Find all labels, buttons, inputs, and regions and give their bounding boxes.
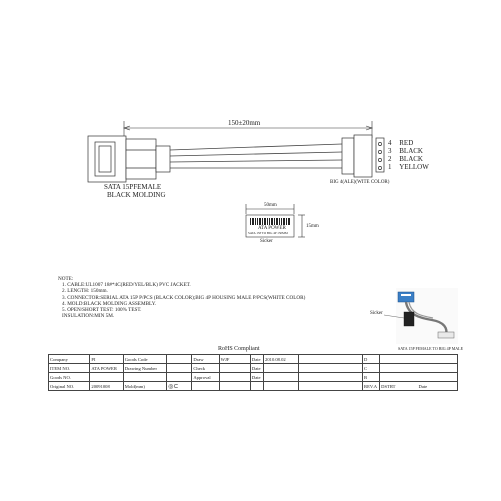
pin-number: 4 xyxy=(388,139,392,147)
item-sub: Drawing Number xyxy=(123,364,166,373)
big4-connector-label: BIG 4(ALE)(WITE COLOR) xyxy=(330,180,390,185)
goods-label: Goods NO. xyxy=(49,373,90,382)
empty-cell xyxy=(299,364,363,373)
footer-rev: REV.A xyxy=(363,382,380,391)
notes-block xyxy=(58,276,305,319)
empty-cell xyxy=(219,373,250,382)
note-item: 2. LENGTH: 150mm. xyxy=(62,288,108,295)
pin-color: BLACK xyxy=(399,147,423,155)
approval-label: Approval xyxy=(192,373,219,382)
approval-date-label: Date xyxy=(250,373,263,382)
empty-cell xyxy=(380,355,458,364)
empty-cell xyxy=(299,373,363,382)
empty-cell xyxy=(123,373,166,382)
empty-cell xyxy=(264,364,299,373)
empty-cell xyxy=(380,364,458,373)
footer-cell xyxy=(380,382,458,391)
title-block xyxy=(48,354,458,391)
sata-15p-female-connector xyxy=(88,136,170,182)
rev-letter: B xyxy=(363,373,380,382)
check-label: Check xyxy=(192,364,219,373)
pin-color: YELLOW xyxy=(399,163,429,171)
table-row xyxy=(49,382,458,391)
photo-caption: SATA 15P FEMALE TO BIG 4P MALE xyxy=(398,346,464,351)
item-value: ATA POWER xyxy=(90,364,123,373)
cable-wires xyxy=(170,144,342,168)
rohs-label: RoHS Compliant xyxy=(218,346,260,352)
original-value: 20091008 xyxy=(90,382,123,391)
notes-heading: NOTE: xyxy=(58,276,74,282)
empty-cell xyxy=(264,373,299,382)
sticker-height-label: 15mm xyxy=(306,224,319,229)
projection-symbol-icon: ◎⊂ xyxy=(167,382,192,391)
note-item: 3. CONNECTOR:SERIAL ATA 15P P/PCS (BLACK COLOR);BIG 4P HOUSING MALE P/PCS(WHITE COLOR) xyxy=(62,294,306,301)
original-label: Original NO. xyxy=(49,382,90,391)
pin-row xyxy=(388,164,429,172)
empty-cell xyxy=(264,382,299,391)
footer-date: Date xyxy=(418,383,428,389)
empty-cell xyxy=(219,382,250,391)
draw-date-label: Date xyxy=(250,355,263,364)
pin-color: RED xyxy=(399,139,414,147)
cable-photo xyxy=(384,288,458,344)
item-label: ITEM NO. xyxy=(49,364,90,373)
table-row xyxy=(49,355,458,364)
sticker-text-2: SATA 15P TO BIG 4P 150MM xyxy=(248,231,288,235)
original-extra: Mold(mm) xyxy=(123,382,166,391)
photo-sticker-callout: Sicker xyxy=(370,311,383,316)
check-date-label: Date xyxy=(250,364,263,373)
overall-length-label: 150±20mm xyxy=(228,119,261,127)
draw-date: 2010.08.02 xyxy=(264,355,299,364)
draw-label: Draw xyxy=(192,355,219,364)
empty-cell xyxy=(299,355,363,364)
big-4p-male-connector xyxy=(342,135,384,177)
note-item: 1. CABLE:UL1007 18#*4C(RED/YEL/BLK) PVC JACKET. xyxy=(62,282,191,289)
empty-cell xyxy=(167,364,192,373)
sticker-caption: Sicker xyxy=(260,239,273,244)
company-label: Company xyxy=(49,355,90,364)
empty-cell xyxy=(90,373,123,382)
pin-number: 2 xyxy=(388,155,392,163)
rev-letter: C xyxy=(363,364,380,373)
empty-cell xyxy=(192,382,219,391)
sticker-text-1: ATA POWER xyxy=(258,226,286,231)
note-item: 4. MOLD:BLACK MOLDING ASSEMBLY. xyxy=(62,300,157,307)
empty-cell xyxy=(299,382,363,391)
table-row xyxy=(49,373,458,382)
pin-number: 3 xyxy=(388,147,392,155)
pin-number: 1 xyxy=(388,163,392,171)
company-value: PI xyxy=(90,355,123,364)
empty-cell xyxy=(380,373,458,382)
empty-cell xyxy=(219,364,250,373)
sata-molding-label: BLACK MOLDING xyxy=(107,191,166,199)
sata-connector-label: SATA 15PFEMALE xyxy=(104,183,162,191)
pin-color: BLACK xyxy=(399,155,423,163)
pin-list xyxy=(388,140,429,172)
rev-letter: D xyxy=(363,355,380,364)
sticker-width-label: 50mm xyxy=(264,203,277,208)
note-item: INSULATION:MIN 5M. xyxy=(62,313,115,320)
barcode xyxy=(250,218,290,225)
note-item: 5. OPEN/SHORT TEST: 100% TEST. xyxy=(62,307,142,314)
footer-dstrt: DSTRT xyxy=(381,383,396,389)
empty-cell xyxy=(250,382,263,391)
empty-cell xyxy=(167,355,192,364)
goods-code-label: Goods Code xyxy=(123,355,166,364)
table-row xyxy=(49,364,458,373)
draw-value: WJF xyxy=(219,355,250,364)
empty-cell xyxy=(167,373,192,382)
